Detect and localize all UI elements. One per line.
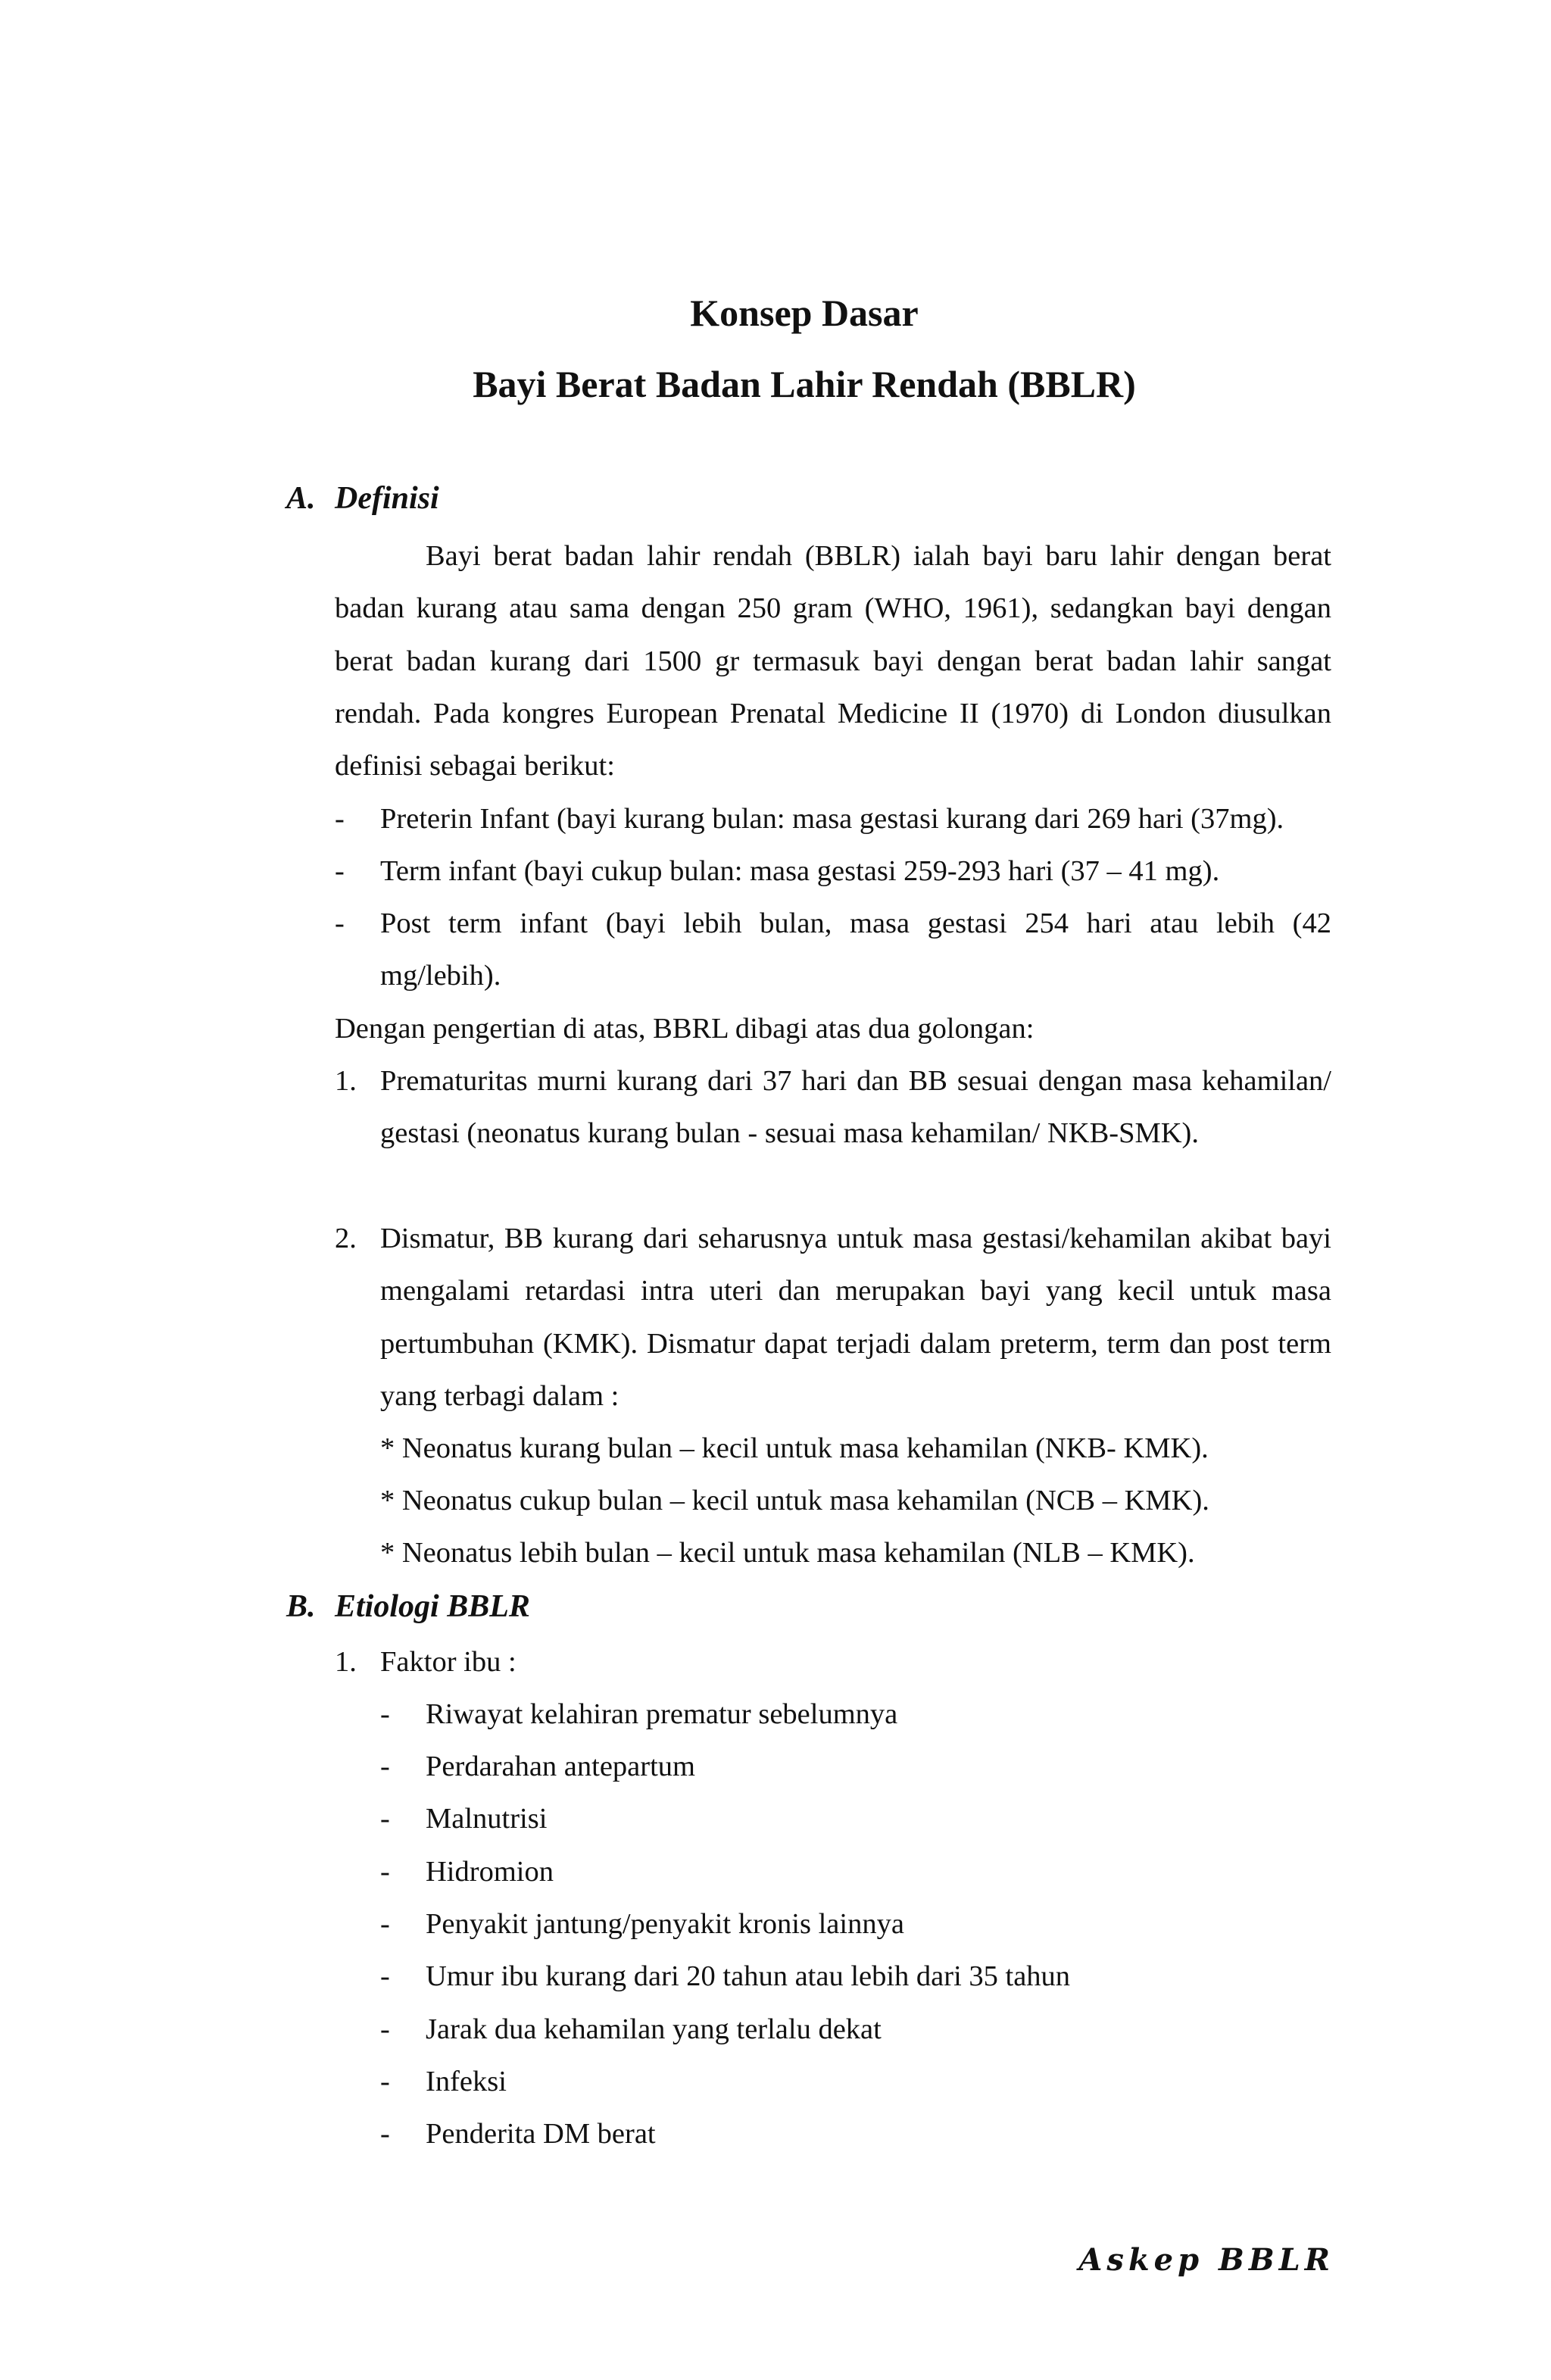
numbered-item-text: Prematuritas murni kurang dari 37 hari dan BB sesuai dengan masa kehamilan/ gestasi (neonatus kurang bulan - sesuai masa kehamilan/ NKB-SMK). bbox=[380, 1065, 1331, 1150]
dash-marker: - bbox=[380, 1960, 390, 1992]
definition-paragraph: Bayi berat badan lahir rendah (BBLR) ialah bayi baru lahir dengan berat badan kurang atau sama dengan 250 gram (WHO, 1961), sedangkan bayi dengan berat badan kurang dari 1500 gr termasuk bayi dengan berat badan lahir sangat rendah. Pada kongres European Prenatal Medicine II (1970) di London diusulkan definisi sebagai berikut: bbox=[335, 540, 1331, 782]
item-number: 1. bbox=[335, 1065, 357, 1097]
section-a-title: Definisi bbox=[335, 481, 439, 516]
dash-marker: - bbox=[335, 855, 345, 887]
section-a-heading bbox=[286, 479, 439, 517]
groups-intro: Dengan pengertian di atas, BBRL dibagi atas dua golongan: bbox=[335, 1013, 1035, 1045]
section-b-heading bbox=[286, 1588, 530, 1626]
item-number: 1. bbox=[335, 1646, 357, 1678]
dash-marker: - bbox=[380, 2066, 390, 2097]
factor-text: Penderita DM berat bbox=[426, 2118, 656, 2150]
dash-marker: - bbox=[380, 1803, 390, 1835]
factor-text: Umur ibu kurang dari 20 tahun atau lebih dari 35 tahun bbox=[426, 1960, 1071, 1992]
list-item-text: Preterin Infant (bayi kurang bulan: masa gestasi kurang dari 269 hari (37mg). bbox=[380, 803, 1284, 835]
item-number: 2. bbox=[335, 1223, 357, 1254]
document-subtitle: Bayi Berat Badan Lahir Rendah (BBLR) bbox=[473, 363, 1136, 405]
numbered-item-text: Dismatur, BB kurang dari seharusnya untuk masa gestasi/kehamilan akibat bayi mengalami retardasi intra uteri dan merupakan bayi yang kecil untuk masa pertumbuhan (KMK). Dismatur dapat terjadi dalam preterm, term dan post term yang terbagi dalam : bbox=[380, 1223, 1331, 1412]
document-title: Konsep Dasar bbox=[690, 292, 919, 334]
dash-marker: - bbox=[380, 1856, 390, 1888]
dash-marker: - bbox=[335, 803, 345, 835]
factor-text: Penyakit jantung/penyakit kronis lainnya bbox=[426, 1908, 904, 1940]
page-footer: Askep BBLR bbox=[1078, 2242, 1334, 2278]
dash-marker: - bbox=[380, 1751, 390, 1782]
dash-marker: - bbox=[380, 2013, 390, 2045]
dash-marker: - bbox=[335, 907, 345, 939]
star-item: * Neonatus lebih bulan – kecil untuk masa kehamilan (NLB – KMK). bbox=[380, 1537, 1195, 1569]
dash-marker: - bbox=[380, 2118, 390, 2150]
factor-text: Jarak dua kehamilan yang terlalu dekat bbox=[426, 2013, 882, 2045]
factor-text: Malnutrisi bbox=[426, 1803, 548, 1835]
dash-marker: - bbox=[380, 1908, 390, 1940]
section-a-label: A. bbox=[286, 481, 316, 516]
factor-text: Perdarahan antepartum bbox=[426, 1751, 695, 1782]
star-item: * Neonatus cukup bulan – kecil untuk masa kehamilan (NCB – KMK). bbox=[380, 1485, 1209, 1516]
list-item-text: Term infant (bayi cukup bulan: masa gestasi 259-293 hari (37 – 41 mg). bbox=[380, 855, 1220, 887]
star-item: * Neonatus kurang bulan – kecil untuk masa kehamilan (NKB- KMK). bbox=[380, 1432, 1209, 1464]
list-item-text: Post term infant (bayi lebih bulan, masa gestasi 254 hari atau lebih (42 mg/lebih). bbox=[380, 907, 1331, 992]
numbered-item-text: Faktor ibu : bbox=[380, 1646, 516, 1678]
dash-marker: - bbox=[380, 1698, 390, 1730]
factor-text: Riwayat kelahiran prematur sebelumnya bbox=[426, 1698, 898, 1730]
factor-text: Hidromion bbox=[426, 1856, 554, 1888]
section-b-title: Etiologi BBLR bbox=[335, 1589, 530, 1624]
section-b-label: B. bbox=[286, 1589, 316, 1624]
factor-text: Infeksi bbox=[426, 2066, 507, 2097]
